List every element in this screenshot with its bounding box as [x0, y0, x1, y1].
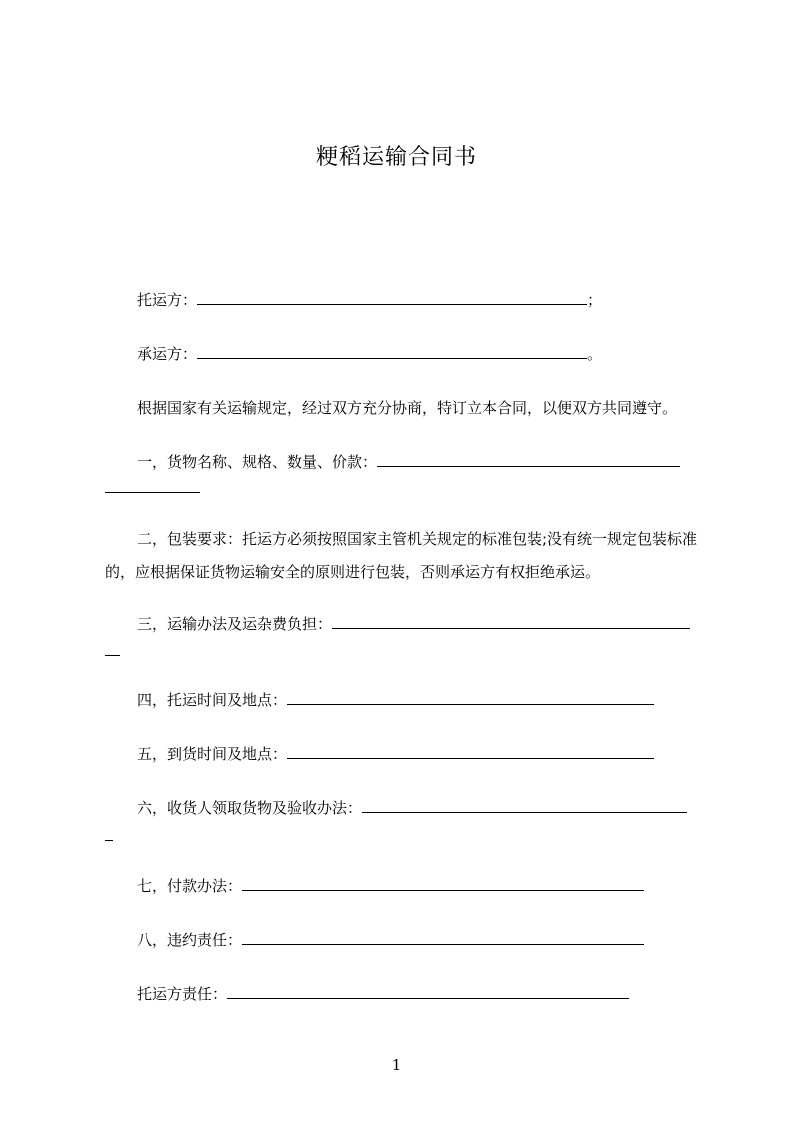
document-title: 粳稻运输合同书 [315, 145, 477, 170]
shipper-end: ； [587, 291, 603, 309]
carrier-end: 。 [587, 345, 603, 363]
clause-5-line [137, 744, 654, 764]
shipper-line [137, 290, 602, 310]
clause-1-line [137, 452, 680, 472]
clause-6-line [137, 798, 687, 818]
page-number: 1 [391, 1056, 402, 1074]
clause-6-continuation [105, 826, 113, 846]
shipper-responsibility-line [137, 984, 629, 1004]
clause-7-blank[interactable] [242, 876, 644, 891]
clause-5-label: 五，到货时间及地点： [137, 745, 288, 763]
clause-6-blank-cont[interactable] [105, 826, 113, 841]
clause-8-line [137, 930, 644, 950]
clause-3-continuation [105, 641, 120, 661]
clause-8-blank[interactable] [242, 930, 644, 945]
clause-4-line [137, 690, 654, 710]
clause-1-continuation [105, 478, 200, 498]
clause-1-blank[interactable] [377, 452, 680, 467]
clause-8-label: 八，违约责任： [137, 931, 243, 949]
shipper-label: 托运方： [137, 291, 198, 309]
clause-3-blank-cont[interactable] [105, 641, 120, 656]
clause-4-blank[interactable] [287, 690, 654, 705]
clause-7-label: 七，付款办法： [137, 877, 243, 895]
clause-7-line [137, 876, 644, 896]
intro-paragraph: 根据国家有关运输规定，经过双方充分协商，特订立本合同，以便双方共同遵守。 [137, 399, 678, 417]
clause-6-label: 六，收货人领取货物及验收办法： [137, 799, 363, 817]
shipper-responsibility-label: 托运方责任： [137, 985, 228, 1003]
carrier-label: 承运方： [137, 345, 198, 363]
carrier-blank[interactable] [197, 344, 587, 359]
clause-5-blank[interactable] [287, 744, 654, 759]
clause-3-line [137, 614, 690, 634]
clause-2-paragraph: 二，包装要求：托运方必须按照国家主管机关规定的标准包装;没有统一规定包装标准的，应根据保证货物运输安全的原则进行包装，否则承运方有权拒绝承运。 [105, 530, 698, 581]
shipper-blank[interactable] [197, 290, 587, 305]
clause-4-label: 四，托运时间及地点： [137, 691, 288, 709]
clause-6-blank[interactable] [362, 798, 687, 813]
clause-3-blank[interactable] [332, 614, 690, 629]
carrier-line [137, 344, 602, 364]
clause-3-label: 三，运输办法及运杂费负担： [137, 615, 333, 633]
clause-1-blank-cont[interactable] [105, 478, 200, 493]
clause-1-label: 一，货物名称、规格、数量、价款： [137, 453, 378, 471]
shipper-responsibility-blank[interactable] [227, 984, 629, 999]
